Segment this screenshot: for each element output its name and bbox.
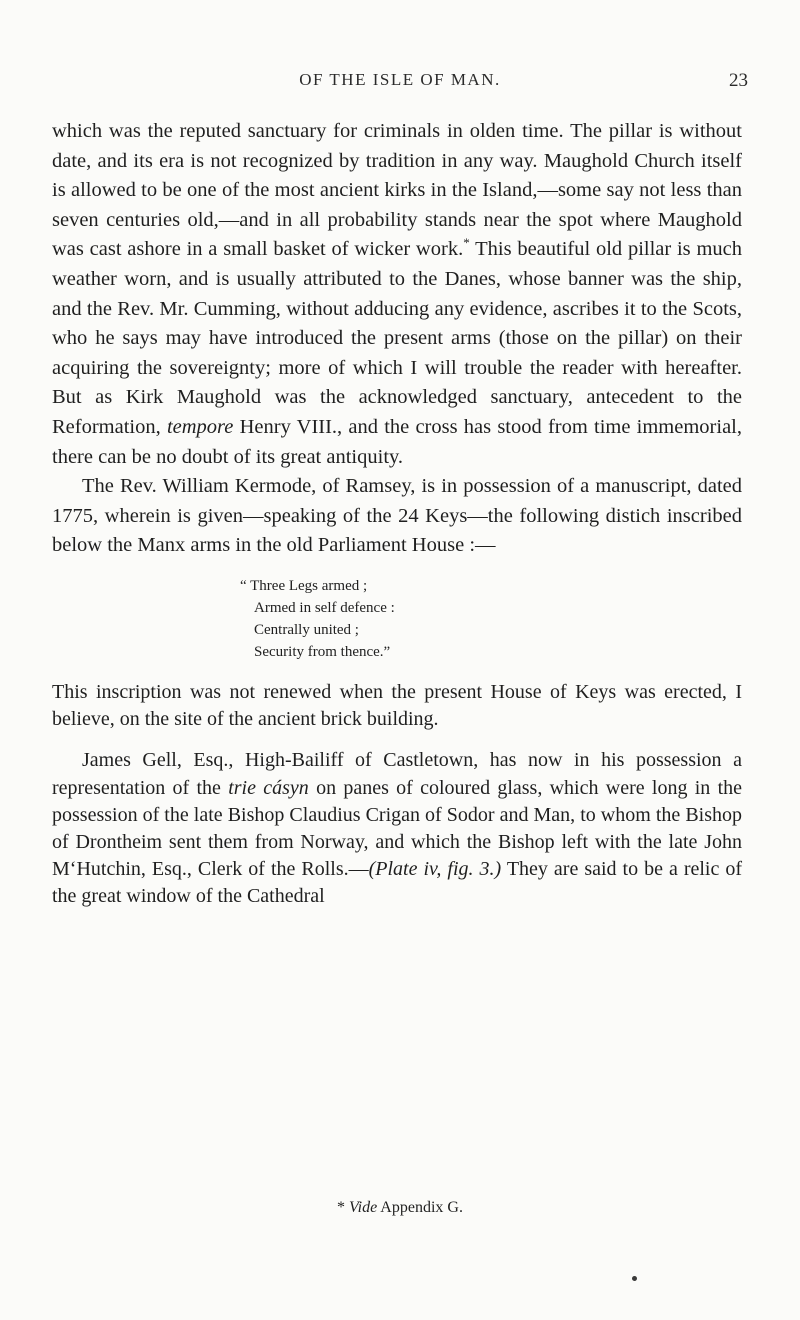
paragraph-text: This beautiful old pillar is much weather worn, and is usually attributed to the Danes, whose banner was the ship, and the Rev. Mr. Cumming, without adducing any evidence, ascribes it to the Scots, who he says may have introduced the present arms (those on the pillar) on their acquiring the sovereignty; more of which I will trouble the reader with hereafter. But as Kirk Maughold was the acknowledged sanctuary, antecedent to the Reformation, [52,238,742,438]
footnote-italic: Vide [349,1199,378,1216]
paragraph-text: on panes of coloured glass, which were long in the possession of the late Bishop Claudius Crigan of Sodor and Man, to whom the Bishop of Drontheim sent them from Norway, and which the Bishop left with the late John M‘Hutchin, Esq., Clerk of the Rolls.— [52,776,743,881]
verse-line: “ Three Legs armed ; [240,577,368,594]
plate-reference: (Plate iv, fig. 3.) [368,858,502,881]
body-text [52,117,742,911]
page-number: 23 [729,70,748,91]
paragraph-text: which was the reputed sanctuary for criminals in olden time. The pillar is without date, and its era is not recognized by tradition in any way. Maughold Church itself is allowed to be one of the most ancient kirks in the Island,—some say not less than seven centuries old,—and in all probability stands near the spot where Maughold was cast ashore in a small basket of wicker work. [52,120,742,261]
footnote-mark: * [337,1199,346,1216]
verse-line: Armed in self defence : [254,599,395,616]
italic-term: tempore [166,415,234,438]
footnote [0,1199,800,1217]
paragraph-kermode-manuscript: The Rev. William Kermode, of Ramsey, is in possession of a manuscript, dated 1775, wherein is given—speaking of the 24 Keys—the following distich inscribed below the Manx arms in the old Parliament House :— [52,475,742,557]
running-head [0,70,800,100]
paragraph-text: Henry VIII., and the cross has stood from time immemorial, there can be no doubt of its great antiquity. [52,415,742,468]
italic-term: trie cásyn [228,776,309,799]
paragraph-text: They are said to be a relic of the great window of the Cathedral [52,858,742,908]
paragraph-text: James Gell, Esq., High-Bailiff of Castletown, has now in his possession a representation of the [52,749,742,799]
footnote-text: Appendix G. [377,1199,463,1216]
distich-verse [240,575,742,663]
verse-line: Centrally united ; [254,621,359,638]
paragraph-house-of-keys: This inscription was not renewed when the present House of Keys was erected, I believe, on the site of the ancient brick building. [52,680,742,731]
running-title: OF THE ISLE OF MAN. [299,70,501,89]
footnote-reference: * [463,235,470,251]
paragraph-maughold-pillar [52,117,742,472]
paragraph-james-gell [52,747,742,910]
verse-line: Security from thence.” [254,643,391,660]
printer-mark-dot [632,1276,637,1281]
